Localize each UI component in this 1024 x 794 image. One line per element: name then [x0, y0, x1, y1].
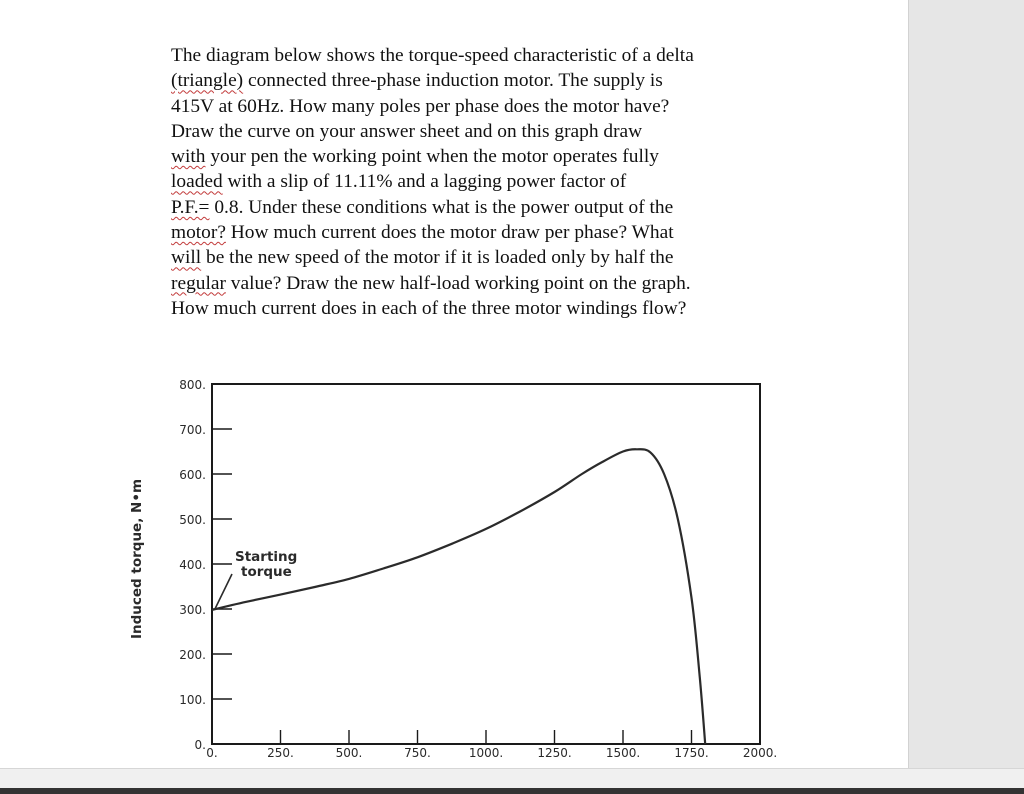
question-line-10-text: value? Draw the new half-load working point on the graph.	[230, 272, 691, 294]
question-line-8-text: How much current does the motor draw per phase? What	[230, 222, 674, 244]
x-tick-label: 500.	[335, 746, 363, 760]
marked-word-pf: P.F.=	[171, 196, 210, 218]
question-line-7-text: 0.8. Under these conditions what is the power output of the	[214, 196, 674, 218]
x-tick-label: 1250.	[537, 746, 572, 760]
torque-speed-curve	[212, 449, 705, 744]
x-axis-tick-labels	[206, 746, 777, 760]
y-axis-title: Induced torque, N•m	[129, 478, 145, 640]
y-tick-label: 700.	[179, 423, 206, 437]
y-tick-label: 200.	[179, 648, 206, 662]
question-line-3: 415V at 60Hz. How many poles per phase does the motor have?	[171, 95, 670, 117]
x-tick-label: 1750.	[674, 746, 709, 760]
x-tick-label: 0.	[206, 746, 218, 760]
y-axis-tick-labels	[179, 378, 206, 752]
y-axis-ticks	[212, 429, 232, 699]
x-tick-label: 250.	[267, 746, 294, 760]
question-line-11: How much current does in each of the three motor windings flow?	[171, 297, 687, 319]
y-tick-label: 500.	[179, 513, 206, 527]
y-tick-label: 600.	[179, 468, 206, 482]
starting-torque-arrow	[215, 574, 232, 609]
starting-torque-label-line-2: torque	[241, 564, 292, 580]
question-line-2-text: connected three-phase induction motor. The supply is	[248, 70, 663, 92]
marked-word-triangle: (triangle)	[171, 70, 244, 92]
x-tick-label: 1500.	[605, 746, 641, 760]
y-tick-label: 300.	[179, 603, 206, 617]
question-line-4: Draw the curve on your answer sheet and on this graph draw	[171, 120, 643, 142]
y-tick-label: 100.	[179, 693, 206, 707]
marked-word-with: with	[171, 146, 206, 168]
x-tick-label: 1000.	[468, 746, 504, 760]
marked-word-regular: regular	[171, 272, 226, 294]
y-tick-label: 800.	[179, 378, 206, 392]
marked-word-loaded: loaded	[171, 171, 223, 193]
question-line-5-text: your pen the working point when the motor operates fully	[210, 146, 659, 168]
starting-torque-label-line-1: Starting	[235, 549, 298, 565]
marked-word-motor: motor?	[171, 222, 226, 244]
x-tick-label: 2000.	[742, 746, 778, 760]
x-tick-label: 750.	[404, 746, 431, 760]
question-line-6-text: with a slip of 11.11% and a lagging power factor of	[227, 171, 627, 193]
marked-word-will: will	[171, 247, 202, 269]
y-tick-label: 0.	[194, 738, 206, 752]
y-tick-label: 400.	[179, 558, 206, 572]
question-line-1: The diagram below shows the torque-speed characteristic of a delta	[171, 45, 694, 66]
x-axis-ticks	[281, 730, 692, 744]
question-line-9-text: be the new speed of the motor if it is loaded only by half the	[206, 247, 674, 269]
